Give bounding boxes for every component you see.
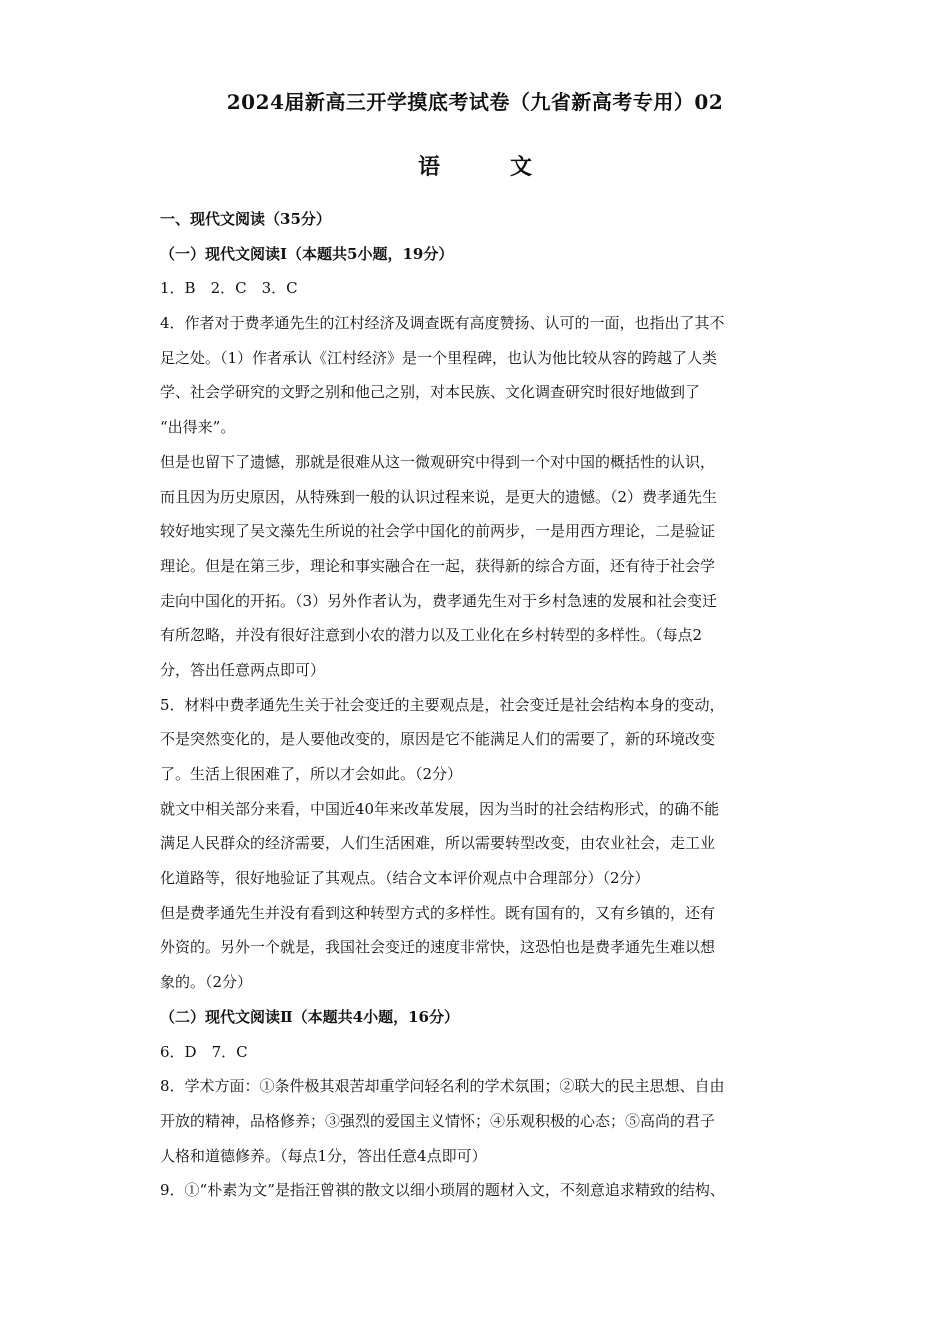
text-line: 理论。但是在第三步，理论和事实融合在一起，获得新的综合方面，还有待于社会学 [160, 556, 716, 575]
text-line: 人格和道德修养。（每点1分，答出任意4点即可） [160, 1146, 487, 1165]
text-line: “出得来”。 [160, 418, 236, 437]
section-heading: （二）现代文阅读Ⅱ（本题共4小题，16分） [160, 1007, 459, 1026]
text-line: 满足人民群众的经济需要，人们生活困难，所以需要转型改变，由农业社会，走工业 [160, 834, 716, 853]
section-heading: （一）现代文阅读Ⅰ（本题共5小题，19分） [160, 244, 454, 263]
text-line: 但是也留下了遗憾，那就是很难从这一微观研究中得到一个对中国的概括性的认识， [160, 452, 716, 471]
text-line: 外资的。另外一个就是，我国社会变迁的速度非常快，这恐怕也是费孝通先生难以想 [160, 938, 716, 957]
text-line: 1．B 2．C 3．C [160, 279, 298, 298]
text-line: 6．D 7．C [160, 1042, 248, 1061]
answer-body [160, 202, 800, 1208]
text-line: 象的。（2分） [160, 973, 253, 992]
subject-heading: 语文 [417, 154, 602, 180]
text-line: 而且因为历史原因，从特殊到一般的认识过程来说，是更大的遗憾。（2）费孝通先生 [160, 487, 718, 506]
text-line: 开放的精神，品格修养；③强烈的爱国主义情怀；④乐观积极的心态；⑤高尚的君子 [160, 1111, 716, 1130]
text-line: 了。生活上很困难了，所以才会如此。（2分） [160, 765, 463, 783]
document-title: 2024届新高三开学摸底考试卷（九省新高考专用）02 [226, 90, 724, 114]
text-line: 分，答出任意两点即可） [160, 660, 326, 679]
text-line: 走向中国化的开拓。（3）另外作者认为，费孝通先生对于乡村急速的发展和社会变迁 [160, 591, 718, 610]
section-heading: 一、现代文阅读（35分） [160, 210, 331, 228]
text-line: 8．学术方面：①条件极其艰苦却重学问轻名利的学术氛围；②联大的民主思想、自由 [160, 1077, 725, 1096]
text-line: 化道路等，很好地验证了其观点。（结合文本评价观点中合理部分）（2分） [160, 869, 650, 888]
text-line: 有所忽略，并没有很好注意到小农的潜力以及工业化在乡村转型的多样性。（每点2 [160, 626, 703, 645]
text-line: 5．材料中费孝通先生关于社会变迁的主要观点是，社会变迁是社会结构本身的变动， [160, 695, 725, 714]
text-line: 学、社会学研究的文野之别和他己之别，对本民族、文化调查研究时很好地做到了 [160, 383, 701, 402]
text-line: 但是费孝通先生并没有看到这种转型方式的多样性。既有国有的，又有乡镇的，还有 [160, 903, 716, 922]
text-line: 足之处。（1）作者承认《江村经济》是一个里程碑，也认为他比较从容的跨越了人类 [160, 348, 718, 367]
text-line: 9．①“朴素为文”是指汪曾祺的散文以细小琐屑的题材入文，不刻意追求精致的结构、 [160, 1181, 725, 1200]
text-line: 4．作者对于费孝通先生的江村经济及调查既有高度赞扬、认可的一面，也指出了其不 [160, 314, 725, 333]
text-line: 就文中相关部分来看，中国近40年来改革发展，因为当时的社会结构形式，的确不能 [160, 799, 720, 818]
text-line: 较好地实现了吴文藻先生所说的社会学中国化的前两步，一是用西方理论，二是验证 [160, 522, 716, 541]
text-line: 不是突然变化的，是人要他改变的，原因是它不能满足人们的需要了，新的环境改变 [160, 730, 716, 749]
